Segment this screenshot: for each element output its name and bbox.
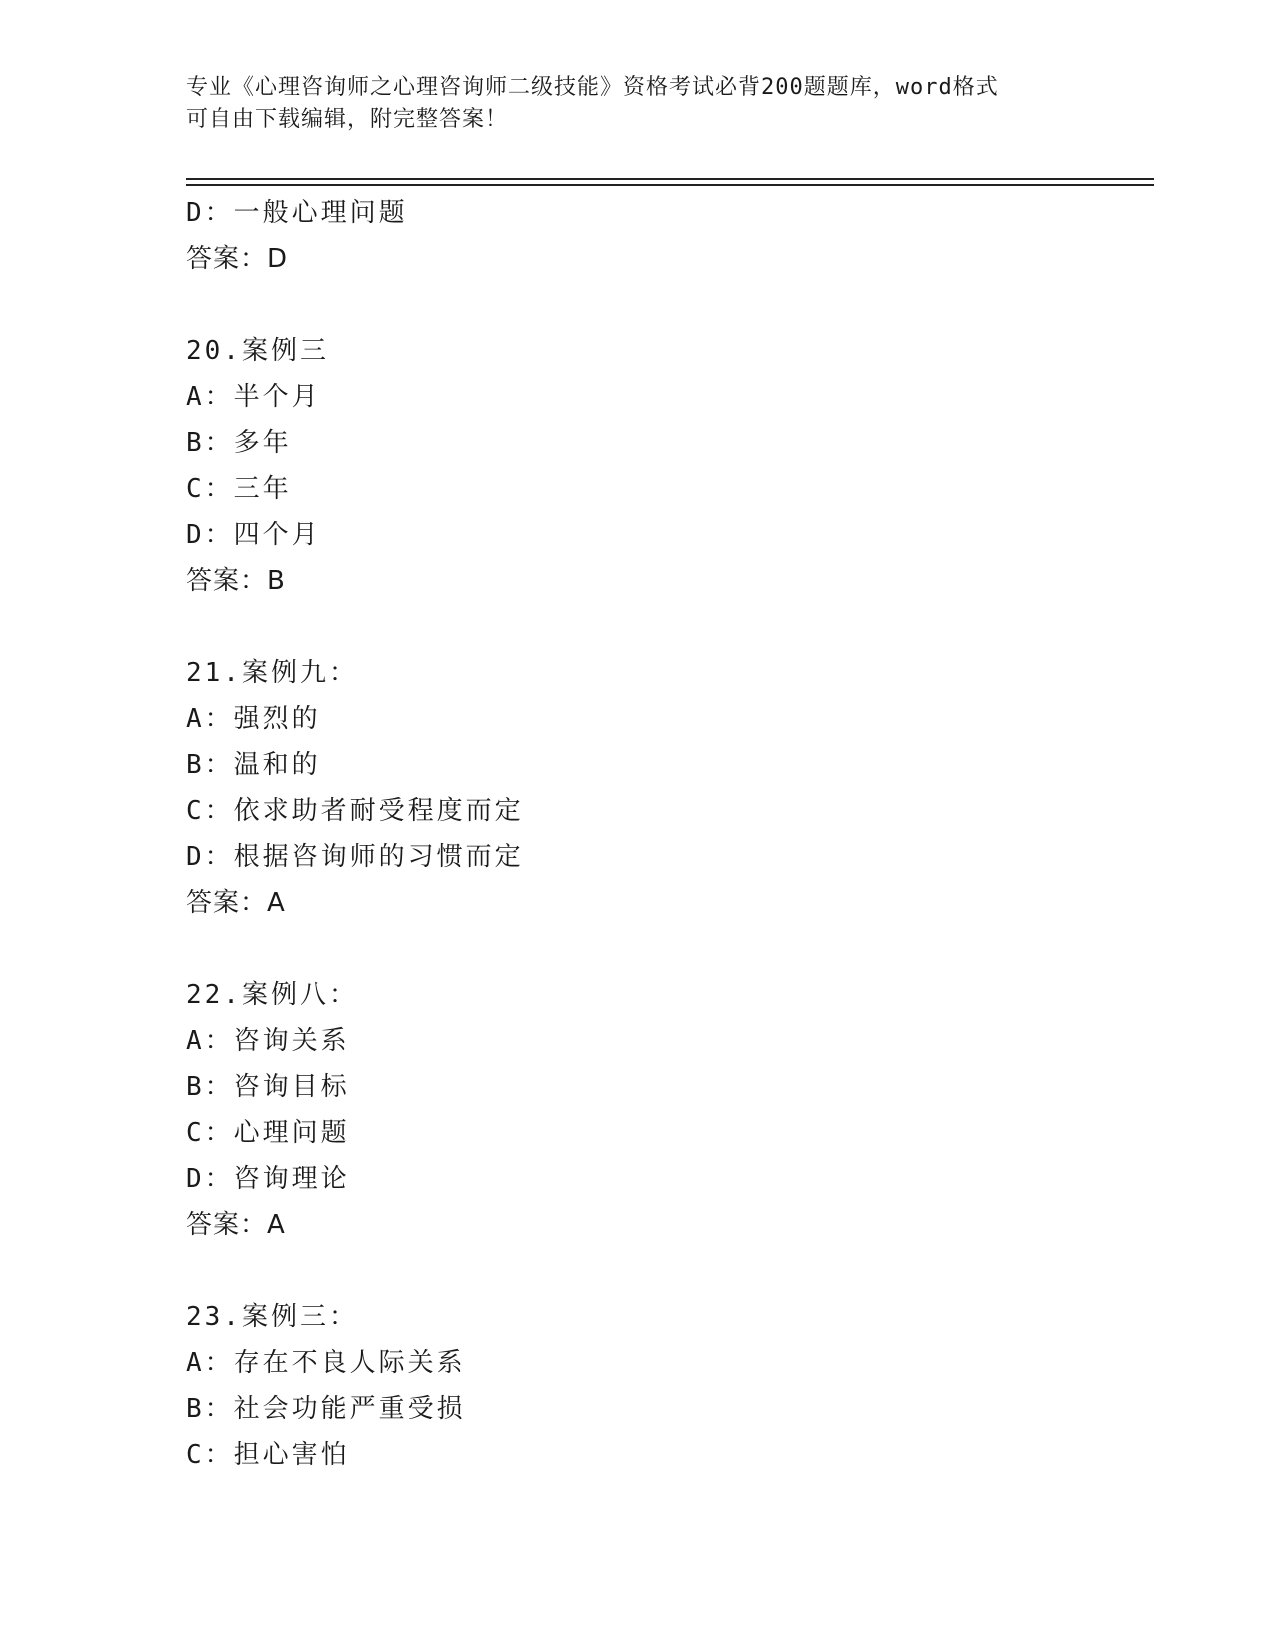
question-21 <box>186 650 1126 926</box>
question-title: 22.案例八： <box>186 980 358 1010</box>
question-title: 21.案例九： <box>186 658 358 688</box>
option-b: B：咨询目标 <box>186 1072 350 1102</box>
carryover-answer: 答案：D <box>186 244 289 274</box>
option-a: A：存在不良人际关系 <box>186 1348 466 1378</box>
option-b: B：社会功能严重受损 <box>186 1394 466 1424</box>
option-b: B：多年 <box>186 428 292 458</box>
question-22 <box>186 972 1126 1248</box>
question-list <box>186 190 1126 1478</box>
option-a: A：半个月 <box>186 382 321 412</box>
carryover-option-d: D：一般心理问题 <box>186 198 408 228</box>
question-title: 20.案例三 <box>186 336 329 366</box>
spacer <box>186 282 1126 328</box>
spacer <box>186 604 1126 650</box>
option-d: D：咨询理论 <box>186 1164 350 1194</box>
question-23 <box>186 1294 1126 1478</box>
option-c: C：依求助者耐受程度而定 <box>186 796 524 826</box>
option-d: D：根据咨询师的习惯而定 <box>186 842 524 872</box>
answer: 答案：A <box>186 888 286 918</box>
option-c: C：三年 <box>186 474 292 504</box>
header-divider-bottom <box>186 184 1154 186</box>
question-title: 23.案例三： <box>186 1302 358 1332</box>
option-c: C：心理问题 <box>186 1118 350 1148</box>
header-divider-top <box>186 178 1154 180</box>
option-a: A：强烈的 <box>186 704 321 734</box>
option-c: C：担心害怕 <box>186 1440 350 1470</box>
spacer <box>186 1248 1126 1294</box>
option-a: A：咨询关系 <box>186 1026 350 1056</box>
question-20 <box>186 328 1126 604</box>
option-d: D：四个月 <box>186 520 321 550</box>
header-line-1: 专业《心理咨询师之心理咨询师二级技能》资格考试必背200题题库，word格式 <box>186 75 999 100</box>
answer: 答案：A <box>186 1210 286 1240</box>
document-header <box>186 72 1086 136</box>
spacer <box>186 926 1126 972</box>
header-line-2: 可自由下载编辑，附完整答案！ <box>186 107 509 132</box>
answer: 答案：B <box>186 566 286 596</box>
option-b: B：温和的 <box>186 750 321 780</box>
